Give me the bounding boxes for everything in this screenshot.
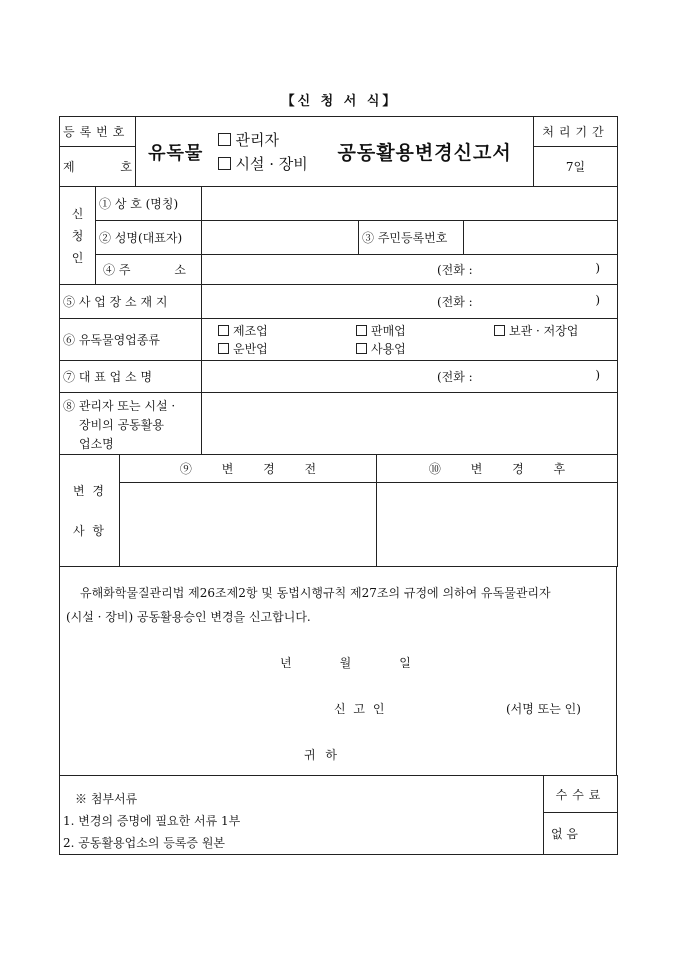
after-change-label: ⑩ 변 경 후 — [377, 455, 618, 483]
attachments — [60, 776, 544, 855]
checkbox-storage[interactable] — [494, 325, 505, 336]
checkbox-usage[interactable] — [356, 343, 367, 354]
after-change-input[interactable] — [377, 483, 618, 567]
type-usage[interactable]: 사용업 — [356, 340, 406, 358]
changes-label: 변 경 사 항 — [60, 455, 120, 567]
ref-no-field[interactable]: 제 호 — [60, 147, 136, 187]
declaration-text-2: (시설 · 장비) 공동활용승인 변경을 신고합니다. — [66, 610, 311, 624]
business-table — [59, 284, 618, 455]
name-label: ② 성명(대표자) — [96, 221, 202, 255]
business-type-options — [202, 319, 618, 361]
business-location-input[interactable]: (전화 : ) — [202, 285, 618, 319]
footer-table — [59, 775, 618, 855]
phone-label: (전화 : — [437, 263, 473, 277]
processing-period-label: 처리기간 — [534, 117, 618, 147]
type-storage[interactable]: 보관 · 저장업 — [494, 322, 578, 340]
option-equipment[interactable]: 시설 · 장비 — [218, 152, 332, 176]
addressee: 귀 하 — [304, 748, 340, 762]
attachment-2: 2. 공동활용업소의 등록증 원본 — [63, 836, 225, 850]
business-location-label: ⑤ 사 업 장 소 재 지 — [60, 285, 202, 319]
header-table — [59, 116, 618, 187]
applicant-table — [59, 186, 618, 285]
date-line[interactable]: 년 월 일 — [280, 656, 411, 670]
resident-no-input[interactable] — [464, 221, 618, 255]
type-manufacturing[interactable]: 제조업 — [218, 322, 356, 340]
declaration-text-1: 유해화학물질관리법 제26조제2항 및 동법시행규칙 제27조의 규정에 의하여 유독물관리자 — [80, 586, 551, 600]
declaration-body — [60, 567, 617, 776]
option-manager[interactable]: 관리자 — [218, 128, 332, 152]
form-heading: 【신 청 서 식】 — [281, 94, 399, 109]
fee-label: 수수료 — [544, 776, 618, 813]
signature-label[interactable]: (서명 또는 인) — [506, 702, 581, 716]
joint-office-label: ⑧ 관리자 또는 시설 · 장비의 공동활용 업소명 — [60, 393, 202, 455]
reporter-line — [66, 697, 610, 721]
fee-value: 없 음 — [544, 813, 618, 855]
resident-no-label: ③ 주민등록번호 — [359, 221, 464, 255]
report-form — [59, 116, 617, 855]
attachment-1: 1. 변경의 증명에 필요한 서류 1부 — [63, 814, 241, 828]
address-label: ④ 주 소 — [96, 255, 202, 285]
role-options — [216, 117, 335, 187]
attachments-label: ※ 첨부서류 — [75, 792, 138, 806]
trade-name-input[interactable] — [202, 187, 618, 221]
checkbox-equipment[interactable] — [218, 157, 231, 170]
joint-office-input[interactable] — [202, 393, 618, 455]
before-change-input[interactable] — [120, 483, 377, 567]
toxic-substance-prefix: 유독물 — [136, 117, 216, 187]
declaration-table — [59, 566, 617, 776]
name-input[interactable] — [202, 221, 359, 255]
before-change-label: ⑨ 변 경 전 — [120, 455, 377, 483]
applicant-group-label: 신 청 인 — [60, 187, 96, 285]
trade-name-label: ① 상 호 (명칭) — [96, 187, 202, 221]
address-input[interactable]: (전화 : ) — [202, 255, 618, 285]
type-transport[interactable]: 운반업 — [218, 340, 356, 358]
processing-period-value: 7일 — [534, 147, 618, 187]
checkbox-transport[interactable] — [218, 343, 229, 354]
changes-table — [59, 454, 618, 567]
form-main-title: 공동활용변경신고서 — [335, 117, 534, 187]
representative-office-input[interactable]: (전화 : ) — [202, 361, 618, 393]
checkbox-manager[interactable] — [218, 133, 231, 146]
representative-office-label: ⑦ 대 표 업 소 명 — [60, 361, 202, 393]
reporter-label: 신 고 인 — [334, 702, 387, 716]
type-sales[interactable]: 판매업 — [356, 322, 494, 340]
checkbox-sales[interactable] — [356, 325, 367, 336]
business-type-label: ⑥ 유독물영업종류 — [60, 319, 202, 361]
checkbox-manufacturing[interactable] — [218, 325, 229, 336]
reg-no-label: 등록번호 — [60, 117, 136, 147]
